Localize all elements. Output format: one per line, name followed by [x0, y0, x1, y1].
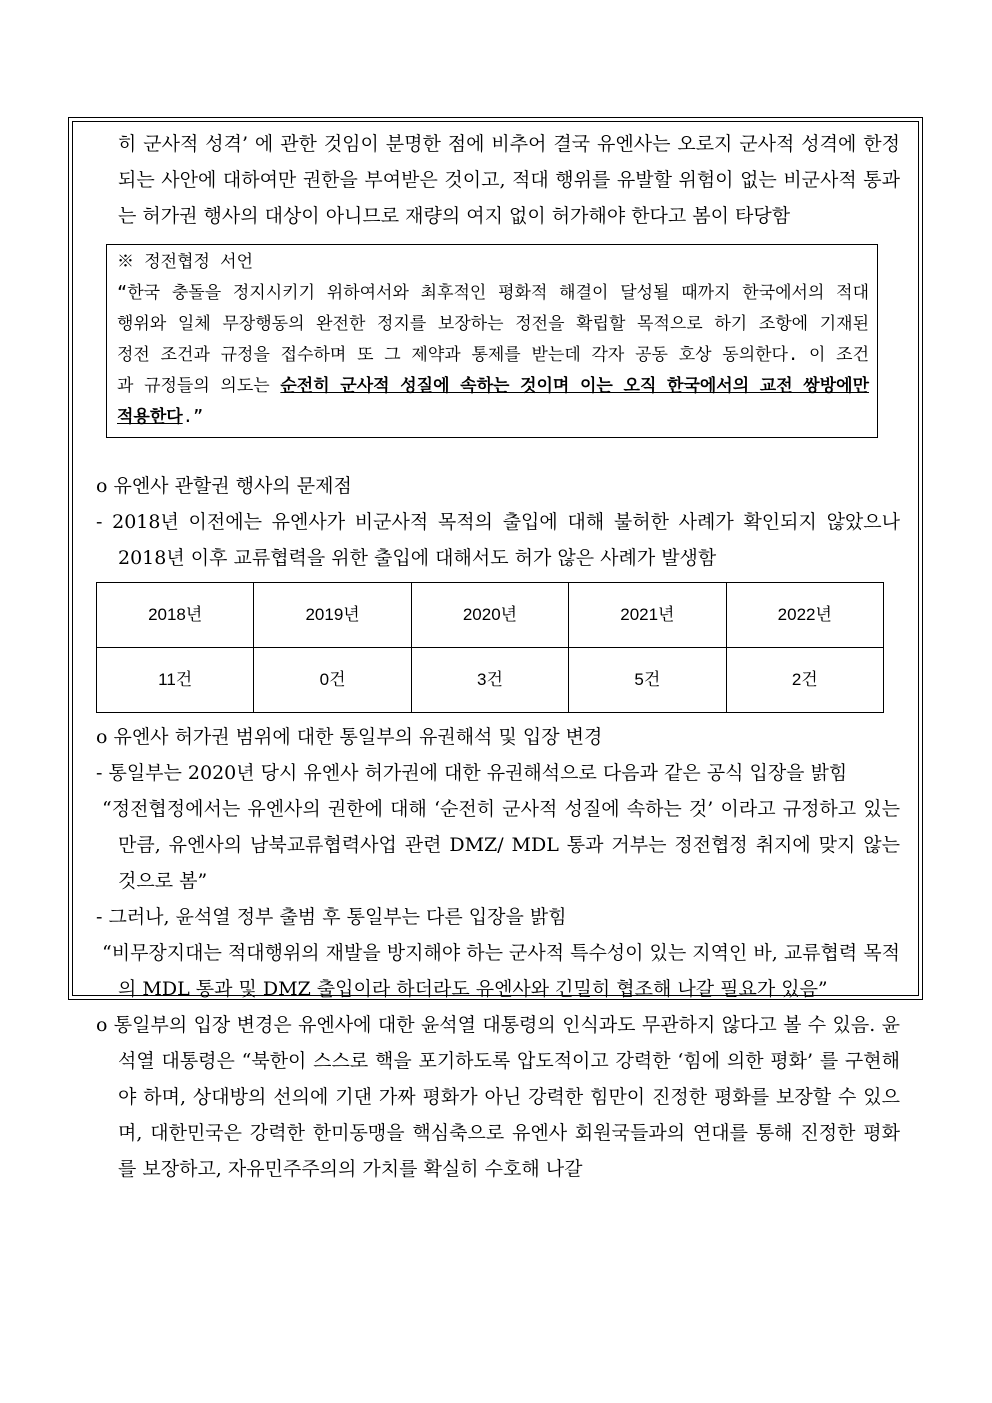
table-cell-year: 2018년 [97, 583, 254, 648]
box-title: ※ 정전협정 서언 [117, 252, 254, 272]
section-heading-2: o 유엔사 허가권 범위에 대한 통일부의 유권해석 및 입장 변경 [96, 726, 603, 748]
document-body [96, 126, 900, 1187]
dash-item-2: - 통일부는 2020년 당시 유엔사 허가권에 대한 유권해석으로 다음과 같은 공식 입장을 밝힘 [96, 762, 848, 784]
box-text-plain: “한국 충돌을 정지시키기 위하여서와 최후적인 평화적 해결이 달성될 때까지 한국에서의 적대행위와 일체 무장행동의 완전한 정지를 보장하는 정전을 확립할 목적으로 하기 조항에 기재된 정전 조건과 규정을 접수하며 또 그 제약과 통제를 받는데 각자 공동 호상 동의한다. 이 조건과 규정들의 의도는 [117, 283, 869, 396]
dash-item-1: - 2018년 이전에는 유엔사가 비군사적 목적의 출입에 대해 불허한 사례가 확인되지 않았으나 2018년 이후 교류협력을 위한 출입에 대해서도 허가 않은 사례가 발생함 [96, 511, 900, 569]
box-text-emphasis: 순전히 군사적 성질에 속하는 것이며 이는 오직 한국에서의 교전 쌍방에만 적용한다 [117, 376, 869, 427]
table-cell-year: 2019년 [254, 583, 411, 648]
section-heading-3: o 통일부의 입장 변경은 유엔사에 대한 윤석열 대통령의 인식과도 무관하지 않다고 볼 수 있음. 윤석열 대통령은 “북한이 스스로 핵을 포기하도록 압도적이고 강력한 ‘힘에 의한 평화’ 를 구현해야 하며, 상대방의 선의에 기댄 가짜 평화가 아닌 강력한 힘만이 진정한 평화를 보장할 수 있으며, 대한민국은 강력한 한미동맹을 핵심축으로 유엔사 회원국들과의 연대를 통해 진정한 평화를 보장하고, 자유민주주의의 가치를 확실히 수호해 나갈 [96, 1014, 900, 1180]
table-cell-count: 11건 [97, 648, 254, 713]
table-cell-count: 3건 [411, 648, 568, 713]
dash-item-3: - 그러나, 윤석열 정부 출범 후 통일부는 다른 입장을 밝힘 [96, 906, 567, 928]
box-text [117, 278, 869, 433]
continued-paragraph: 히 군사적 성격’ 에 관한 것임이 분명한 점에 비추어 결국 유엔사는 오로지 군사적 성격에 한정되는 사안에 대하여만 권한을 부여받은 것이고, 적대 행위를 유발할 위험이 없는 비군사적 통과는 허가권 행사의 대상이 아니므로 재량의 여지 없이 허가해야 한다고 봄이 타당함 [118, 133, 900, 227]
quote-1: “정전협정에서는 유엔사의 권한에 대해 ‘순전히 군사적 성질에 속하는 것’ 이라고 규정하고 있는 만큼, 유엔사의 남북교류협력사업 관련 DMZ/ MDL 통과 거부는 정전협정 취지에 맞지 않는 것으로 봄” [102, 798, 900, 892]
quote-2: “비무장지대는 적대행위의 재발을 방지해야 하는 군사적 특수성이 있는 지역인 바, 교류협력 목적의 MDL 통과 및 DMZ 출입이라 하더라도 유엔사와 긴밀히 협조해 나갈 필요가 있음” [102, 942, 900, 1000]
table-cell-year: 2021년 [569, 583, 726, 648]
table-cell-count: 2건 [726, 648, 883, 713]
table-cell-year: 2020년 [411, 583, 568, 648]
box-text-end: .” [182, 407, 204, 427]
table-row [97, 648, 884, 713]
table-cell-count: 0건 [254, 648, 411, 713]
table-header-row [97, 583, 884, 648]
armistice-preamble-box [106, 244, 878, 438]
table-cell-year: 2022년 [726, 583, 883, 648]
table-cell-count: 5건 [569, 648, 726, 713]
section-heading-1: o 유엔사 관할권 행사의 문제점 [96, 475, 352, 497]
denial-cases-table [96, 582, 884, 713]
spacer [96, 438, 900, 468]
